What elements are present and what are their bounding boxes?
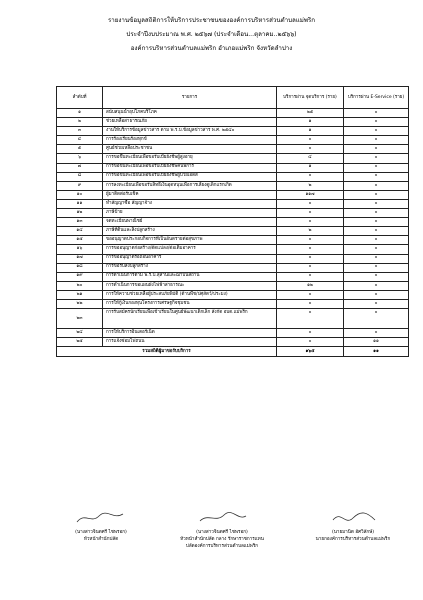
row-counter-count: ๐ xyxy=(277,338,344,347)
table-row xyxy=(57,227,409,236)
row-service-name: สนับสนุนน้ำอุปโภคบริโภค xyxy=(103,109,277,118)
header-no: ลำดับที่ xyxy=(57,87,103,109)
row-number: ๑๘ xyxy=(57,263,103,272)
total-label: รวมสถิติผู้มาขอรับบริการ xyxy=(57,347,277,357)
table-row xyxy=(57,236,409,245)
row-service-name: การลงทะเบียนเพื่อขอรับสิทธิ์เงินอุดหนุนเพื่อการเลี้ยงดูเด็กแรกเกิด xyxy=(103,181,277,190)
row-number: ๒๐ xyxy=(57,281,103,290)
table-header-row xyxy=(57,87,409,109)
row-number: ๒ xyxy=(57,118,103,127)
row-number: ๒๔ xyxy=(57,329,103,338)
report-title: รายงานข้อมูลสถิติการให้บริการประชาชนขององค์การบริหารส่วนตำบลแม่พริก xyxy=(107,17,316,24)
row-service-name: ศูนย์ช่วยเหลือประชาชน xyxy=(103,145,277,154)
table-row xyxy=(57,218,409,227)
row-counter-count: ๐ xyxy=(277,209,344,218)
table-row xyxy=(57,290,409,299)
table-row xyxy=(57,154,409,163)
row-eservice-count: ๐ xyxy=(344,181,409,190)
row-eservice-count: ๐ xyxy=(344,245,409,254)
row-service-name: การขอขึ้นทะเบียนเพื่อขอรับเบี้ยยังชีพผู้ป่วยเอดส์ xyxy=(103,172,277,181)
signer-title: หัวหน้าสำนักปลัด กลาง รักษาราชการแทน xyxy=(180,537,264,542)
table-row xyxy=(57,145,409,154)
row-service-name: การให้กู้เงินกองทุนโครงการเศรษฐกิจชุมชน xyxy=(103,299,277,308)
row-number: ๑๑ xyxy=(57,199,103,208)
row-counter-count: ๔ xyxy=(277,154,344,163)
row-counter-count: ๐ xyxy=(277,199,344,208)
table-row xyxy=(57,281,409,290)
table-row xyxy=(57,181,409,190)
row-counter-count: ๐ xyxy=(277,263,344,272)
row-service-name: ผู้มาติดต่อรับเช็ค xyxy=(103,190,277,199)
table-row xyxy=(57,329,409,338)
row-eservice-count: ๐ xyxy=(344,272,409,281)
row-counter-count: ๑ xyxy=(277,163,344,172)
header-eservice: บริการผ่าน E-Service (ราย) xyxy=(344,87,409,109)
row-service-name: ทำสัญญาซื้อ สัญญาจ้าง xyxy=(103,199,277,208)
row-counter-count: ๐ xyxy=(277,299,344,308)
row-service-name: การให้ความช่วยเหลือผู้ประสบภัยพิบัติ (ด้านพืช/ปศุสัตว์/ประมง) xyxy=(103,290,277,299)
row-counter-count: ๒ xyxy=(277,181,344,190)
row-eservice-count: ๐ xyxy=(344,127,409,136)
row-eservice-count: ๐ xyxy=(344,145,409,154)
row-service-name: ภาษีป้าย xyxy=(103,209,277,218)
header-counter: บริการผ่าน จุดบริการ (ราย) xyxy=(277,87,344,109)
table-row xyxy=(57,245,409,254)
signer-title-2: ปลัดองค์การบริหารส่วนตำบลแม่พริก xyxy=(185,544,259,549)
row-service-name: การขออนุญาตรื้อถอนอาคาร xyxy=(103,254,277,263)
row-number: ๘ xyxy=(57,172,103,181)
row-counter-count: ๑๒ xyxy=(277,281,344,290)
table-row xyxy=(57,136,409,145)
row-service-name: การร้องเรียนร้องทุกข์ xyxy=(103,136,277,145)
signature-block xyxy=(56,510,408,550)
table-row xyxy=(57,190,409,199)
row-eservice-count: ๐ xyxy=(344,299,409,308)
row-service-name: ช่วยเหลือสาธารณภัย xyxy=(103,118,277,127)
row-service-name: การดำเนินการขอแผนผังไฟฟ้าสาธารณะ xyxy=(103,281,277,290)
row-service-name: การขอขึ้นทะเบียนเพื่อขอรับเบี้ยยังชีพคนพิการ xyxy=(103,163,277,172)
row-eservice-count: ๐ xyxy=(344,136,409,145)
table-row xyxy=(57,254,409,263)
table-row xyxy=(57,263,409,272)
row-number: ๙ xyxy=(57,181,103,190)
row-eservice-count: ๐ xyxy=(344,172,409,181)
signature-right xyxy=(298,510,408,550)
row-eservice-count: ๐ xyxy=(344,218,409,227)
signer-title: นายกองค์การบริหารส่วนตำบลแม่พริก xyxy=(315,537,391,542)
row-number: ๒๓ xyxy=(57,309,103,329)
row-eservice-count: ๐ xyxy=(344,329,409,338)
signer-name: (นางสาวจินตศรี ไชพรอก) xyxy=(196,530,248,535)
row-eservice-count: ๐ xyxy=(344,227,409,236)
report-organization: องค์การบริหารส่วนตำบลแม่พริก อำเภอแม่พริก จังหวัดลำปาง xyxy=(130,45,293,52)
row-eservice-count: ๐ xyxy=(344,263,409,272)
row-eservice-count: ๐ xyxy=(344,154,409,163)
row-service-name: การแจ้งซ่อมไฟถนน xyxy=(103,338,277,347)
header-service: รายการ xyxy=(103,87,277,109)
signature-scribble xyxy=(192,510,252,526)
row-service-name: ขออนุญาตประกอบกิจการที่เป็นอันตรายต่อสุขภาพ xyxy=(103,236,277,245)
row-service-name: การขอขึ้นทะเบียนเพื่อขอรับเบี้ยยังชีพผู้สูงอายุ xyxy=(103,154,277,163)
row-counter-count: ๐ xyxy=(277,254,344,263)
row-counter-count: ๐ xyxy=(277,218,344,227)
table-row xyxy=(57,209,409,218)
row-service-name: การรับสมัครนักเรียนเพื่อเข้าเรียนในศูนย์พัฒนาเด็กเล็ก สังกัด อบต.แม่พริก xyxy=(103,309,277,329)
row-eservice-count: ๐ xyxy=(344,290,409,299)
row-eservice-count: ๐ xyxy=(344,199,409,208)
row-number: ๖ xyxy=(57,154,103,163)
row-counter-count: ๐ xyxy=(277,172,344,181)
table-row xyxy=(57,199,409,208)
row-counter-count: ๐ xyxy=(277,309,344,329)
row-counter-count: ๑๑๗ xyxy=(277,190,344,199)
signer-name: (นายมานิต อัศวิลักษ์) xyxy=(331,530,375,535)
row-counter-count: ๐ xyxy=(277,272,344,281)
row-number: ๕ xyxy=(57,145,103,154)
row-number: ๑๔ xyxy=(57,227,103,236)
table-row xyxy=(57,309,409,329)
row-counter-count: ๒ xyxy=(277,227,344,236)
row-service-name: การให้บริการอินเตอร์เน็ต xyxy=(103,329,277,338)
row-counter-count: ๐ xyxy=(277,290,344,299)
row-number: ๒๑ xyxy=(57,290,103,299)
row-service-name: การขอรับสิ่งปลูกสร้าง xyxy=(103,263,277,272)
row-eservice-count: ๐ xyxy=(344,163,409,172)
row-eservice-count: ๐ xyxy=(344,118,409,127)
signer-name: (นางสาวจินตศรี ไชพรอก) xyxy=(75,530,127,535)
row-number: ๔ xyxy=(57,136,103,145)
signature-middle xyxy=(162,510,282,550)
row-eservice-count: ๐ xyxy=(344,281,409,290)
row-counter-count: ๐ xyxy=(277,329,344,338)
table-row xyxy=(57,118,409,127)
row-number: ๑๐ xyxy=(57,190,103,199)
total-row xyxy=(57,347,409,357)
row-number: ๗ xyxy=(57,163,103,172)
row-counter-count: ๐ xyxy=(277,145,344,154)
row-service-name: การขออนุญาตก่อสร้าง/ดัดแปลง/ต่อเติมอาคาร xyxy=(103,245,277,254)
row-number: ๒๕ xyxy=(57,338,103,347)
report-period: ประจำปีงบประมาณ พ.ศ. ๒๕๖๗ (ประจำเดือน...ตุลาคม..๒๕๖๖) xyxy=(126,31,297,38)
row-eservice-count: ๐ xyxy=(344,190,409,199)
row-counter-count: ๐ xyxy=(277,245,344,254)
table-row xyxy=(57,109,409,118)
row-service-name: งานให้บริการข้อมูลข่าวสาร ตาม พ.ร.บ.ข้อมูลข่าวสาร พ.ศ. ๒๕๔๐ xyxy=(103,127,277,136)
table-row xyxy=(57,338,409,347)
row-service-name: ภาษีที่ดินและสิ่งปลูกสร้าง xyxy=(103,227,277,236)
service-statistics-table xyxy=(56,86,409,357)
signature-left xyxy=(56,510,146,550)
signer-title: หัวหน้าสำนักปลัด xyxy=(83,537,119,542)
row-eservice-count: ๐ xyxy=(344,309,409,329)
table-row xyxy=(57,172,409,181)
row-number: ๑๓ xyxy=(57,218,103,227)
row-number: ๑๖ xyxy=(57,245,103,254)
row-counter-count: ๑ xyxy=(277,118,344,127)
row-number: ๓ xyxy=(57,127,103,136)
row-counter-count: ๒๕ xyxy=(277,109,344,118)
row-counter-count: ๑ xyxy=(277,127,344,136)
row-number: ๑๕ xyxy=(57,236,103,245)
row-number: ๑๙ xyxy=(57,272,103,281)
total-counter: ๑๖๕ xyxy=(277,347,344,357)
row-number: ๑๗ xyxy=(57,254,103,263)
row-eservice-count: ๐ xyxy=(344,254,409,263)
row-eservice-count: ๐ xyxy=(344,209,409,218)
table-row xyxy=(57,127,409,136)
table-row xyxy=(57,272,409,281)
row-eservice-count: ๑๑ xyxy=(344,338,409,347)
row-service-name: การดำเนินการตาม พ.ร.บ.สุสานและฌาปนสถาน xyxy=(103,272,277,281)
row-eservice-count: ๐ xyxy=(344,109,409,118)
row-counter-count: ๐ xyxy=(277,236,344,245)
report-header xyxy=(0,14,423,56)
table-row xyxy=(57,299,409,308)
total-eservice: ๑๑ xyxy=(344,347,409,357)
row-number: ๒๒ xyxy=(57,299,103,308)
row-number: ๑ xyxy=(57,109,103,118)
row-number: ๑๒ xyxy=(57,209,103,218)
row-eservice-count: ๐ xyxy=(344,236,409,245)
row-counter-count: ๐ xyxy=(277,136,344,145)
signature-scribble xyxy=(323,510,383,526)
row-service-name: จดทะเบียนพาณิชย์ xyxy=(103,218,277,227)
table-row xyxy=(57,163,409,172)
signature-scribble xyxy=(71,510,131,526)
